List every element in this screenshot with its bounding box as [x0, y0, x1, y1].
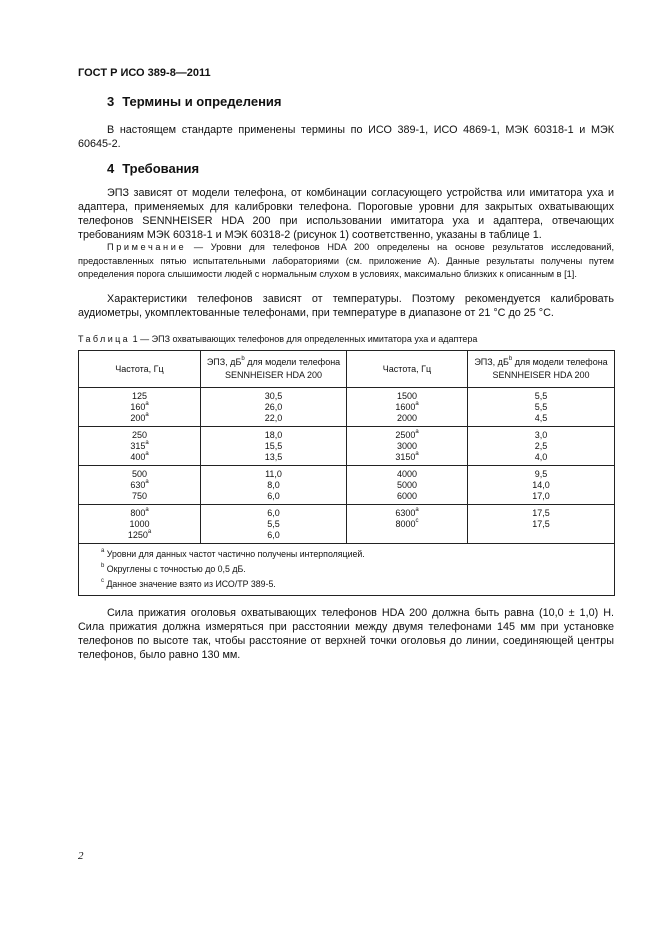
frequency-text: 750 [131, 491, 148, 501]
table-caption [78, 334, 477, 344]
level-text: 22,0 [264, 413, 283, 423]
level-value [201, 469, 346, 480]
frequency-text: 4000 [396, 469, 418, 479]
frequency-text: 1000 [129, 519, 150, 529]
frequency-value [79, 480, 200, 491]
footnote-mark: a [145, 401, 149, 407]
level-text: 4,5 [534, 413, 548, 423]
header-text: Частота, Гц [382, 363, 432, 374]
footnote-mark: a [415, 429, 419, 435]
cell-left-v [201, 427, 347, 466]
frequency-text: 2500 [395, 430, 416, 440]
table-row-group [79, 466, 615, 505]
table-footnotes-row [79, 544, 615, 596]
section-4-heading [107, 161, 199, 176]
level-text: 15,5 [264, 441, 283, 451]
paragraph-text: Характеристики телефонов зависят от температуры. Поэтому рекомендуется калибровать аудиометры, укомплектованные телефонами, при температуре в диапазоне от 21 °С до 25 °С. [78, 293, 614, 319]
frequency-text: 1600 [395, 402, 416, 412]
table-caption-text: — ЭПЗ охватывающих телефонов для определенных имитатора уха и адаптера [140, 334, 478, 344]
section-3-number: 3 [107, 94, 115, 109]
frequency-value [347, 391, 467, 402]
level-value [468, 491, 614, 502]
level-value [201, 480, 346, 491]
footnote-mark: c [101, 578, 104, 584]
level-text: 17,5 [532, 508, 550, 518]
frequency-value [79, 402, 200, 413]
frequency-value [79, 508, 200, 519]
section-4-paragraph-3 [78, 606, 614, 662]
cell-left-v [201, 388, 347, 427]
header-frequency-left [79, 351, 201, 388]
footnote-mark: a [415, 507, 419, 513]
level-text: 4,0 [534, 452, 548, 462]
frequency-text: 6300 [395, 508, 416, 518]
level-text: 9,5 [534, 469, 548, 479]
footnote-mark: a [145, 451, 149, 457]
frequency-text: 400 [130, 452, 146, 462]
level-value [468, 508, 614, 519]
thresholds-table [78, 350, 615, 596]
level-value [201, 491, 346, 502]
level-value [201, 508, 346, 519]
level-text: 26,0 [264, 402, 283, 412]
cell-left-v [201, 505, 347, 544]
section-3-paragraph: В настоящем стандарте применены термины по ИСО 389-1, ИСО 4869-1, МЭК 60318-1 и МЭК 60645-2. [78, 124, 614, 150]
cell-left-v [201, 466, 347, 505]
frequency-value [79, 391, 200, 402]
level-text: 5,5 [534, 402, 548, 412]
table-row-group [79, 388, 615, 427]
cell-left-f [79, 388, 201, 427]
footnote [101, 547, 614, 562]
footnote-mark: b [241, 356, 245, 362]
section-3-text [78, 123, 614, 151]
level-value [201, 530, 346, 541]
footnote-mark: a [145, 507, 149, 513]
level-text: 3,0 [534, 430, 548, 440]
frequency-text: 3150 [395, 452, 416, 462]
header-model: SENNHEISER HDA 200 [224, 370, 323, 380]
level-value [201, 452, 346, 463]
frequency-text: 200 [130, 413, 146, 423]
frequency-value [347, 491, 467, 502]
header-text: ЭПЗ, дБ [206, 357, 242, 367]
level-value [201, 441, 346, 452]
level-value [468, 413, 614, 424]
frequency-value [79, 413, 200, 424]
footnote-mark: a [415, 401, 419, 407]
level-text: 6,0 [267, 508, 280, 518]
frequency-value [79, 491, 200, 502]
section-3-heading [107, 94, 282, 109]
header-level-right [468, 351, 615, 388]
cell-right-f [347, 505, 468, 544]
cell-right-f [347, 466, 468, 505]
header-text: для модели телефона [512, 357, 608, 367]
frequency-value [347, 480, 467, 491]
level-value [201, 430, 346, 441]
note-paragraph [78, 241, 614, 282]
footnote-mark: c [415, 518, 419, 524]
frequency-value [79, 441, 200, 452]
header-model: SENNHEISER HDA 200 [492, 370, 590, 380]
level-text: 5,5 [534, 391, 548, 401]
table-caption-number: 1 [132, 334, 138, 344]
frequency-value [79, 469, 200, 480]
frequency-value [347, 508, 467, 519]
level-text: 2,5 [534, 441, 548, 451]
footnote-mark: a [145, 440, 149, 446]
level-value [201, 391, 346, 402]
footnote-mark: a [101, 548, 105, 554]
level-text: 17,5 [532, 519, 550, 529]
cell-left-f [79, 427, 201, 466]
section-4-title: Требования [122, 161, 200, 176]
paragraph-text: Сила прижатия оголовья охватывающих телефонов HDA 200 должна быть равна (10,0 ± 1,0) Н. Сила прижатия должна измеряться при расстоянии между двумя телефонами 145 мм при установке телефонов по высоте так, чтобы расстояние от верхней точки оголовья до линии, соединяющей центры телефонов, было равно 130 мм. [78, 607, 614, 661]
frequency-text: 1500 [396, 391, 418, 401]
frequency-text: 250 [131, 430, 148, 440]
level-value [468, 452, 614, 463]
header-text: ЭПЗ, дБ [474, 357, 509, 367]
cell-left-f [79, 505, 201, 544]
level-text: 14,0 [532, 480, 550, 490]
frequency-text: 2000 [396, 413, 418, 423]
frequency-value [79, 452, 200, 463]
frequency-text: 160 [130, 402, 146, 412]
level-text: 17,0 [532, 491, 550, 501]
frequency-value [347, 519, 467, 530]
footnote-mark: a [145, 412, 149, 418]
level-value [468, 391, 614, 402]
table-caption-label: Таблица [78, 334, 131, 344]
header-frequency-right [347, 351, 468, 388]
header-text: Частота, Гц [115, 363, 164, 374]
note-text: — Уровни для телефонов HDA 200 определены на основе результатов исследований, предоставленных пятью испытательными лабораториями (см. приложение А). Данные результаты получены путем определения порога слышимости людей с нормальным слухом в условиях, максимально близких к описанным в [1]. [78, 242, 615, 279]
frequency-text: 630 [130, 480, 146, 490]
level-value [468, 430, 614, 441]
footnote-mark: a [415, 451, 419, 457]
footnote-text: Округлены с точностью до 0,5 дБ. [104, 564, 246, 574]
level-value [468, 480, 614, 491]
footnote-mark: b [101, 563, 105, 569]
table-row-group [79, 427, 615, 466]
cell-right-f [347, 427, 468, 466]
header-text: для модели телефона [244, 357, 341, 367]
frequency-text: 1250 [127, 530, 148, 540]
cell-right-v [468, 427, 615, 466]
level-text: 13,5 [264, 452, 283, 462]
level-text: 11,0 [265, 469, 282, 479]
table-header-row [79, 351, 615, 388]
section-4-number: 4 [107, 161, 115, 176]
frequency-value [347, 441, 467, 452]
level-value [468, 441, 614, 452]
footnote [101, 577, 614, 592]
cell-right-v [468, 466, 615, 505]
section-3-title: Термины и определения [122, 94, 282, 109]
cell-right-f [347, 388, 468, 427]
level-value [201, 519, 346, 530]
note-label: Примечание [107, 242, 187, 252]
frequency-text: 315 [130, 441, 146, 451]
footnote [101, 562, 614, 577]
level-value [468, 519, 614, 530]
section-4-paragraph-2 [78, 292, 614, 320]
frequency-text: 3000 [396, 441, 418, 451]
frequency-text: 6000 [396, 491, 418, 501]
level-value [468, 402, 614, 413]
frequency-value [347, 452, 467, 463]
note-block [78, 241, 614, 282]
cell-right-v [468, 388, 615, 427]
level-value [201, 413, 346, 424]
level-value [201, 402, 346, 413]
frequency-text: 800 [130, 508, 146, 518]
page-number: 2 [78, 850, 84, 862]
footnote-mark: a [145, 479, 149, 485]
frequency-value [79, 430, 200, 441]
cell-left-f [79, 466, 201, 505]
paragraph-text: ЭПЗ зависят от модели телефона, от комбинации согласующего устройства или имитатора уха и адаптера, применяемых для калибровки телефона. Пороговые уровни для закрытых охватывающих телефонов SENNHEISER HDA 200 при использовании имитатора уха и адаптера, отвечающих требованиям МЭК 60318-1 и МЭК 60318-2 (рисунок 1) соответственно, указаны в таблице 1. [78, 187, 614, 241]
frequency-text: 500 [131, 469, 148, 479]
section-4-paragraph-1 [78, 186, 614, 242]
header-level-left [201, 351, 347, 388]
footnote-mark: b [508, 356, 513, 362]
frequency-text: 125 [131, 391, 148, 401]
level-value [468, 469, 614, 480]
level-text: 6,0 [267, 491, 280, 501]
table-row-group [79, 505, 615, 544]
footnote-mark: a [147, 529, 152, 535]
table-body [79, 388, 615, 596]
footnote-text: Данное значение взято из ИСО/ТР 389-5. [104, 579, 276, 589]
frequency-value [347, 430, 467, 441]
document-header: ГОСТ Р ИСО 389-8—2011 [78, 67, 211, 79]
frequency-value [79, 530, 200, 541]
frequency-text: 5000 [396, 480, 418, 490]
table-footnotes [79, 544, 615, 596]
footnote-text: Уровни для данных частот частично получены интерполяцией. [104, 549, 365, 559]
frequency-value [347, 469, 467, 480]
level-text: 5,5 [267, 519, 280, 529]
level-text: 30,5 [264, 391, 283, 401]
frequency-text: 8000 [395, 519, 416, 529]
cell-right-v [468, 505, 615, 544]
frequency-value [79, 519, 200, 530]
frequency-value [347, 402, 467, 413]
level-text: 6,0 [267, 530, 280, 540]
frequency-value [347, 413, 467, 424]
level-text: 18,0 [264, 430, 283, 440]
level-text: 8,0 [267, 480, 280, 490]
